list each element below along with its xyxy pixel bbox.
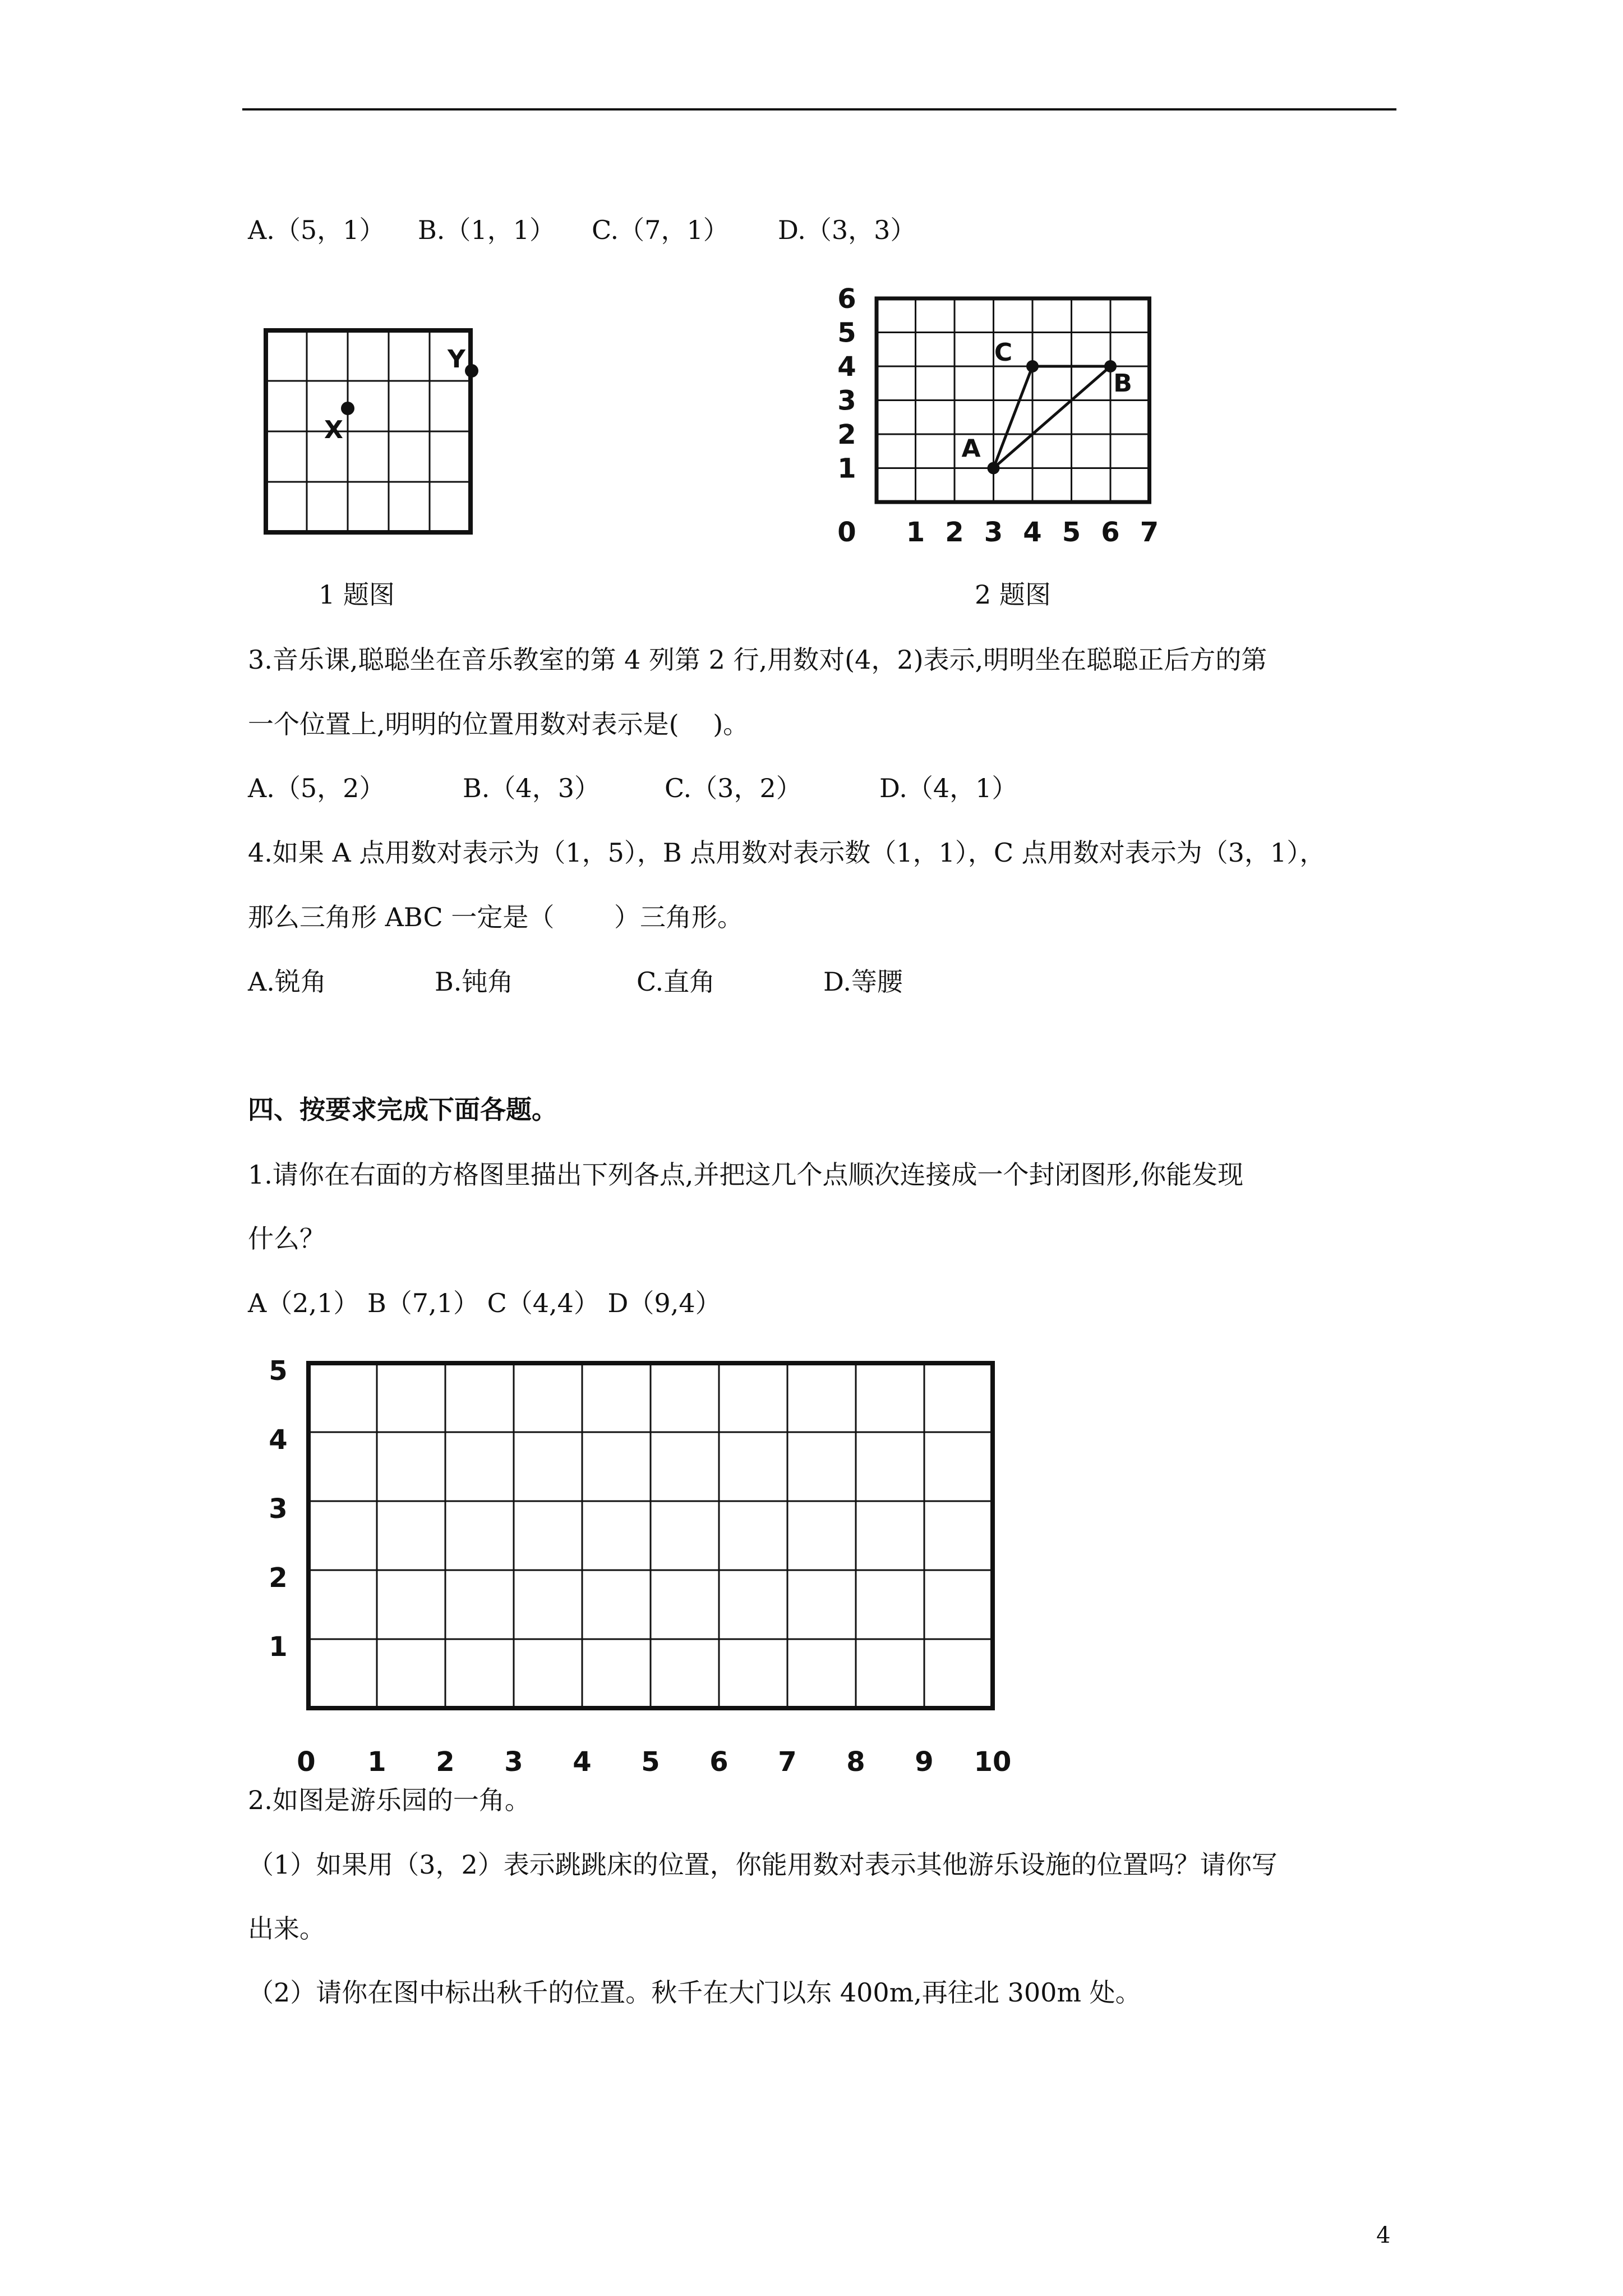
x-tick-label: 3 — [504, 1746, 523, 1778]
x-tick-label: 0 — [837, 517, 856, 548]
q3-line-2: 一个位置上,明明的位置用数对表示是( )。 — [248, 709, 749, 739]
y-tick-label: 2 — [269, 1562, 288, 1594]
section-4-heading: 四、按要求完成下面各题。 — [248, 1094, 557, 1125]
y-tick-label: 5 — [837, 317, 856, 349]
triangle-abc — [994, 366, 1111, 468]
x-tick-label: 4 — [1023, 517, 1042, 548]
x-tick-label: 7 — [778, 1746, 797, 1778]
x-tick-label: 3 — [984, 517, 1003, 548]
point-c-dot — [1026, 360, 1039, 372]
y-tick-label: 4 — [837, 351, 856, 383]
x-tick-label: 2 — [436, 1746, 455, 1778]
x-tick-label: 6 — [709, 1746, 728, 1778]
x-tick-label: 1 — [367, 1746, 386, 1778]
s4-p2-q1-line-1: （1）如果用（3，2）表示跳跳床的位置，你能用数对表示其他游乐设施的位置吗？请你写 — [248, 1849, 1278, 1880]
x-tick-label: 1 — [906, 517, 925, 548]
y-tick-label: 3 — [269, 1493, 288, 1525]
x-tick-label: 8 — [846, 1746, 865, 1778]
s4-p2-q2: （2）请你在图中标出秋千的位置。秋千在大门以东 400m,再往北 300m 处。 — [248, 1977, 1141, 2008]
q4-line-2: 那么三角形 ABC 一定是（ ）三角形。 — [248, 902, 743, 932]
y-tick-label: 4 — [269, 1424, 288, 1456]
x-tick-label: 9 — [915, 1746, 934, 1778]
x-tick-label: 5 — [1062, 517, 1081, 548]
figure-2-chart — [830, 275, 1178, 550]
point-b-label: B — [1113, 369, 1132, 398]
point-c-label: C — [994, 338, 1013, 367]
x-tick-label: 7 — [1140, 517, 1159, 548]
q4-option-c: C.直角 — [637, 967, 716, 997]
y-tick-label: 1 — [269, 1631, 288, 1663]
point-y-label: Y — [448, 345, 465, 374]
figure-2-caption: 2 题图 — [975, 579, 1051, 610]
x-tick-label: 5 — [641, 1746, 660, 1778]
y-tick-label: 6 — [837, 283, 856, 315]
section-4-grid — [258, 1346, 1038, 1778]
s4-p2-q1-line-2: 出来。 — [248, 1913, 325, 1944]
point-y-dot — [465, 364, 478, 378]
point-a-label: A — [961, 434, 981, 463]
point-a-dot — [988, 462, 1000, 475]
x-tick-label: 2 — [945, 517, 964, 548]
q3-option-c: C.（3，2） — [665, 773, 802, 803]
header-rule — [242, 108, 1396, 111]
y-tick-label: 1 — [837, 453, 856, 485]
q4-option-b: B.钝角 — [435, 967, 514, 997]
q2-option-a: A.（5，1） — [248, 215, 385, 245]
q2-option-c: C.（7，1） — [592, 215, 729, 245]
s4-p1-points: A（2,1） B（7,1） C（4,4） D（9,4） — [248, 1288, 721, 1318]
q2-option-b: B.（1，1） — [418, 215, 555, 245]
figure-1-grid — [264, 328, 488, 536]
q2-option-d: D.（3，3） — [778, 215, 916, 245]
x-tick-label: 4 — [573, 1746, 592, 1778]
s4-p1-line-1: 1.请你在右面的方格图里描出下列各点,并把这几个点顺次连接成一个封闭图形,你能发现 — [248, 1159, 1244, 1190]
x-tick-label: 0 — [297, 1746, 316, 1778]
y-tick-label: 3 — [837, 385, 856, 417]
page-number: 4 — [1376, 2223, 1391, 2248]
point-x-label: X — [324, 416, 343, 444]
x-tick-label: 10 — [974, 1746, 1012, 1778]
q4-line-1: 4.如果 A 点用数对表示为（1，5），B 点用数对表示数（1，1），C 点用数对表示为（3，1）， — [248, 838, 1326, 868]
q4-option-a: A.锐角 — [248, 967, 326, 997]
s4-p2-line-1: 2.如图是游乐园的一角。 — [248, 1785, 531, 1815]
x-tick-label: 6 — [1101, 517, 1120, 548]
point-x-dot — [341, 402, 354, 415]
q3-option-d: D.（4，1） — [879, 773, 1018, 803]
q3-option-b: B.（4，3） — [463, 773, 600, 803]
figure-1-caption: 1 题图 — [319, 579, 395, 610]
y-tick-label: 5 — [269, 1355, 288, 1387]
s4-p1-line-2: 什么？ — [248, 1223, 325, 1254]
q4-option-d: D.等腰 — [823, 967, 903, 997]
y-tick-label: 2 — [837, 419, 856, 450]
q3-option-a: A.（5，2） — [248, 773, 385, 803]
q3-line-1: 3.音乐课,聪聪坐在音乐教室的第 4 列第 2 行,用数对(4，2)表示,明明坐在聪聪正后方的第 — [248, 645, 1267, 675]
